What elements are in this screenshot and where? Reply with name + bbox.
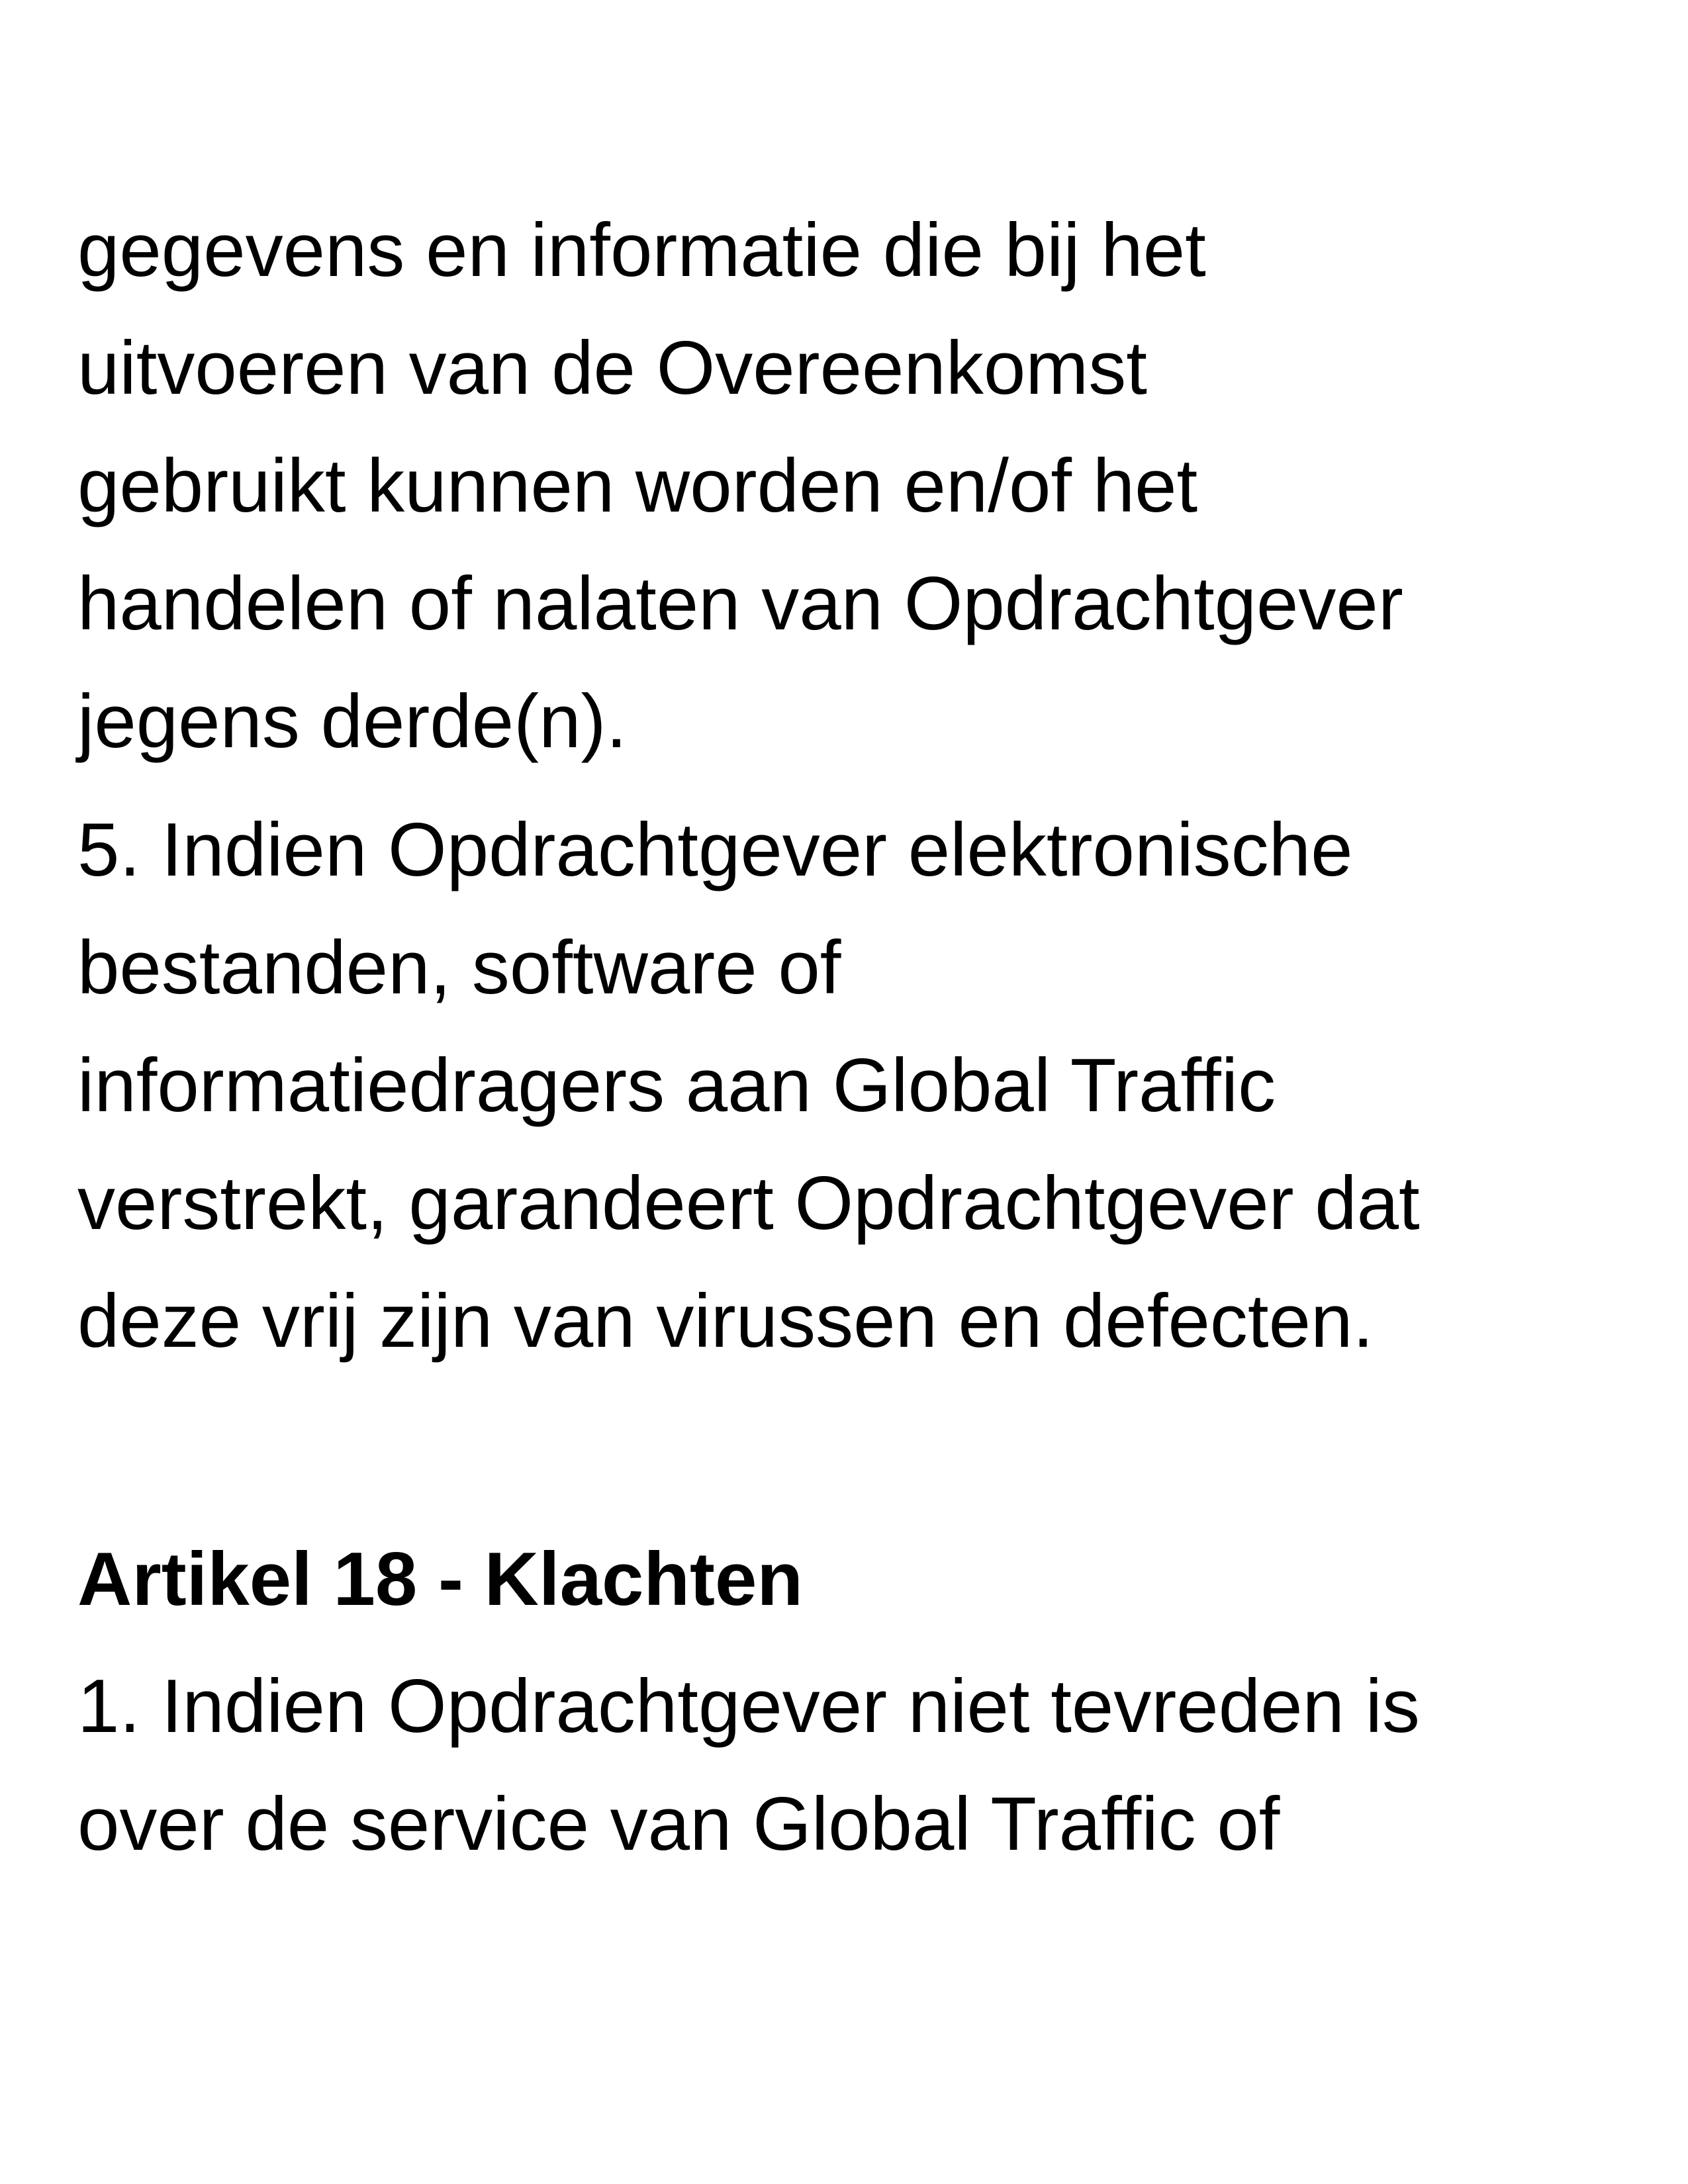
continuation-paragraph: gegevens en informatie die bij het uitvoeren van de Overeenkomst gebruikt kunnen worden en/of het handelen of nalaten van Opdrachtgever jegens derde(n). bbox=[77, 208, 1403, 764]
paragraph-1: 1. Indien Opdrachtgever niet tevreden is over de service van Global Traffic of bbox=[77, 1664, 1420, 1866]
article-heading: Artikel 18 - Klachten bbox=[77, 1537, 804, 1621]
paragraph-5: 5. Indien Opdrachtgever elektronische bestanden, software of informatiedragers aan Global Traffic verstrekt, garandeert Opdrachtgever dat deze vrij zijn van virussen en defecten. bbox=[77, 808, 1420, 1363]
